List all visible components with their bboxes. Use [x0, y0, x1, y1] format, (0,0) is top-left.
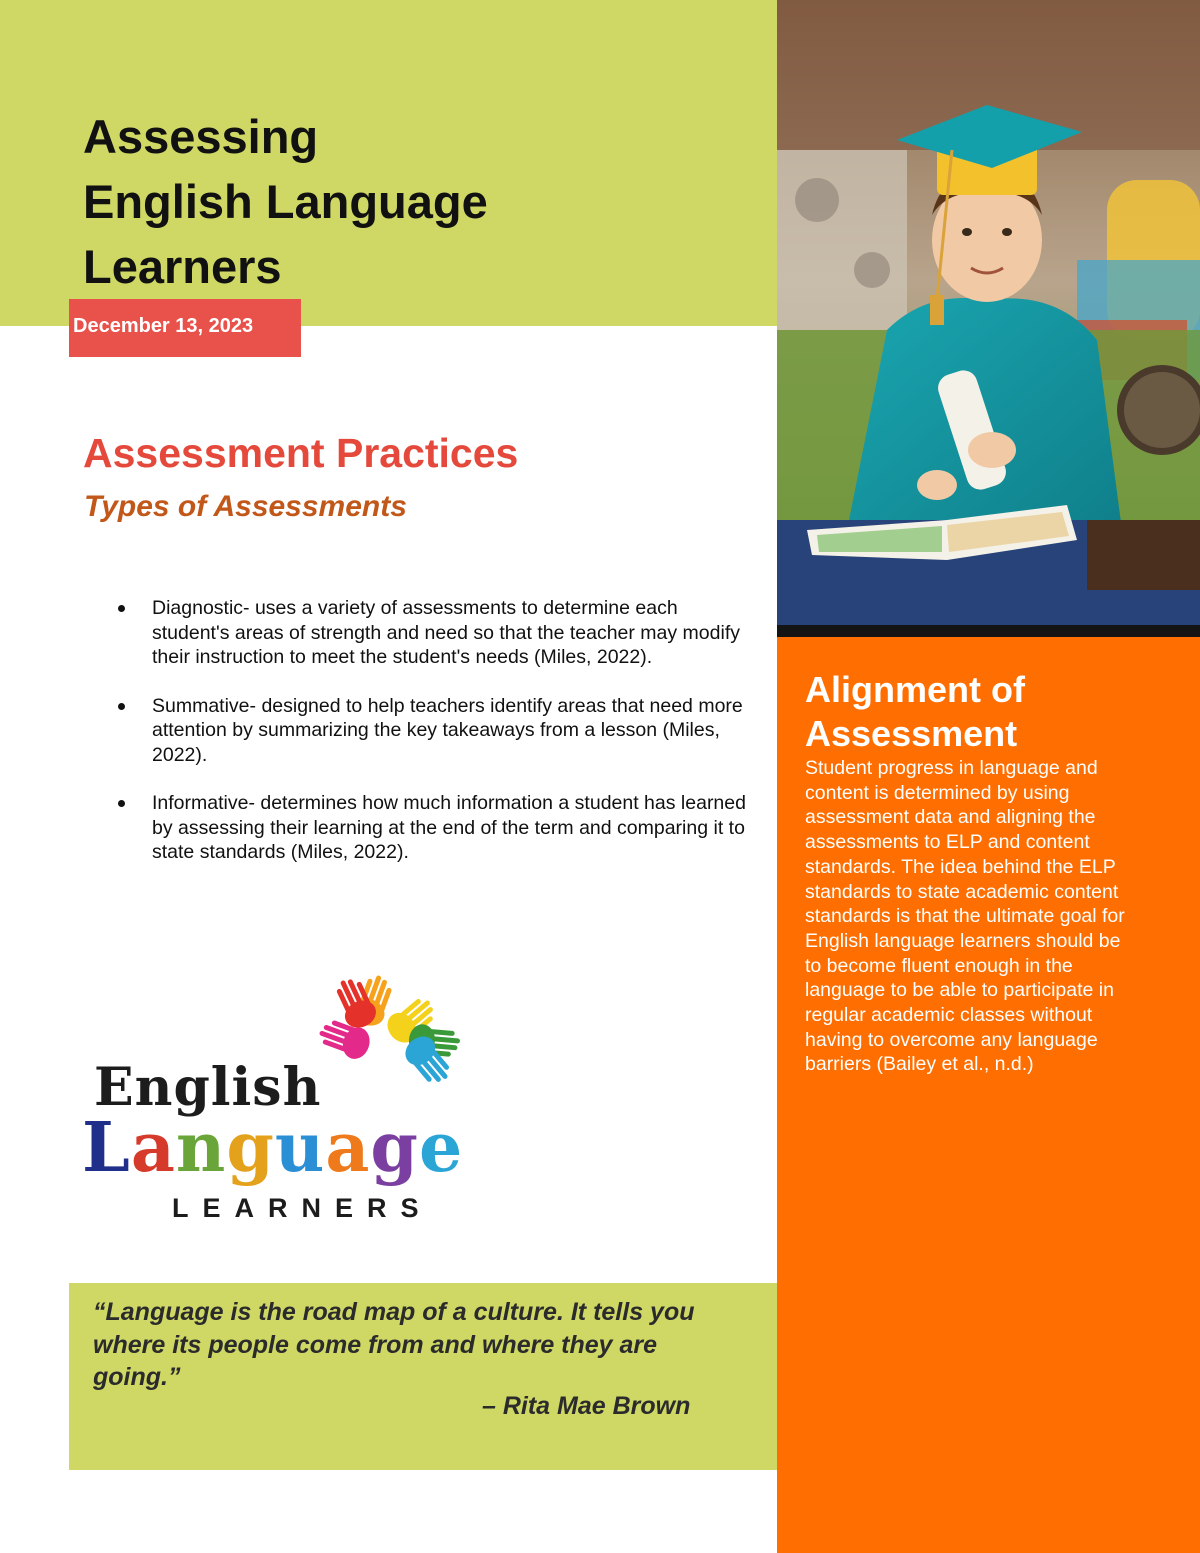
- list-item: [110, 694, 750, 768]
- logo-letter: a: [130, 1108, 176, 1188]
- list-item-text: Diagnostic- uses a variety of assessments to determine each student's areas of strength and need so that the teacher may modify their instruction to meet the student's needs (Miles, 2022).: [152, 597, 740, 668]
- list-item-text: Summative- designed to help teachers identify areas that need more attention by summarizing the key takeaways from a lesson (Miles, 2022).: [152, 694, 743, 766]
- bullet-icon: [118, 800, 125, 807]
- photo-illustration: [777, 0, 1200, 625]
- page-title: [83, 104, 723, 299]
- sidebar-body: Student progress in language and content is determined by using assessment data and aligning the assessments to ELP and content standards. The idea behind the ELP standards to state academic content standards is that the ultimate goal for English language learners should be to become fluent enough in the language to be able to participate in regular academic classes without having to overcome any language barriers (Bailey et al., n.d.): [805, 757, 1125, 1076]
- logo-letter: L: [82, 1108, 131, 1188]
- graduate-child-photo: [777, 0, 1200, 625]
- logo-letter: n: [175, 1108, 227, 1188]
- section-subheading: Types of Assessments: [84, 490, 407, 523]
- logo-letter: u: [274, 1108, 326, 1188]
- date-badge: December 13, 2023: [69, 299, 301, 357]
- quote-text: “Language is the road map of a culture. It tells you where its people come from and where they are going.”: [93, 1298, 695, 1391]
- title-line-2: English Language: [83, 175, 488, 228]
- list-item: [110, 596, 750, 670]
- logo-text-language: [82, 1108, 463, 1188]
- photo-divider: [777, 625, 1200, 637]
- title-line-1: Assessing: [83, 110, 319, 163]
- logo-text-english: English: [94, 1057, 322, 1118]
- logo-letter: e: [418, 1108, 464, 1188]
- bullet-icon: [118, 703, 125, 710]
- quote-author: – Rita Mae Brown: [482, 1392, 691, 1420]
- logo-letter: g: [370, 1108, 419, 1188]
- section-heading: Assessment Practices: [83, 430, 519, 476]
- bullet-icon: [118, 605, 125, 612]
- sidebar-heading: Alignment of Assessment: [805, 669, 1025, 754]
- assessment-types-list: [110, 596, 750, 889]
- logo-text-learners: LEARNERS: [172, 1193, 433, 1223]
- title-line-3: Learners: [83, 240, 282, 293]
- logo-letter: a: [325, 1108, 371, 1188]
- list-item: [110, 791, 750, 865]
- logo-letter: g: [226, 1108, 275, 1188]
- list-item-text: Informative- determines how much information a student has learned by assessing their learning at the end of the term and comparing it to state standards (Miles, 2022).: [152, 792, 746, 863]
